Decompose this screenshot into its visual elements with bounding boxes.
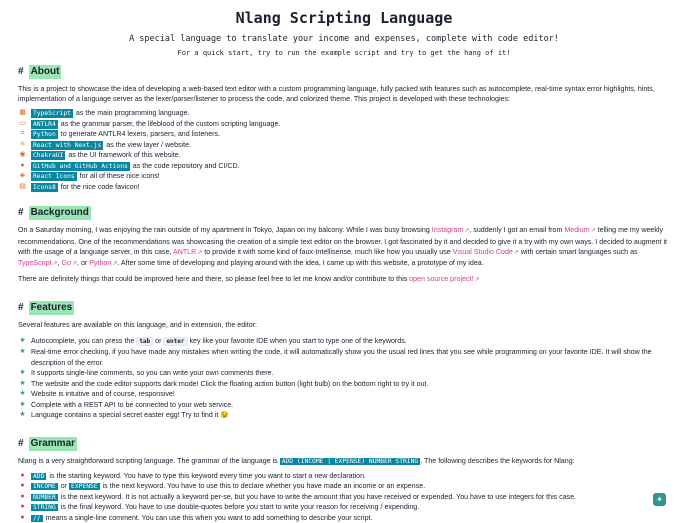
list-item [18,336,670,348]
grammar-section [18,437,670,523]
speech-bubble-icon: ● [20,482,25,490]
keyword-text [31,481,425,492]
star-icon: ★ [19,400,26,408]
tech-tag: Python [33,131,56,139]
star-icon: ★ [19,411,26,419]
list-item [18,481,670,492]
tech-description: for the nice code favicon! [60,182,140,191]
external-link-icon: ↗ [474,277,480,284]
tab-key: tab [136,337,153,346]
star-icon: ★ [19,369,26,377]
antlr-icon: ▭ [19,119,26,127]
feature-text: Complete with a REST API to be connected to your web service. [31,400,234,409]
list-item [18,502,670,513]
tech-description: for all of these nice icons! [79,172,160,181]
python-icon: ⌗ [20,130,25,138]
star-icon: ★ [19,390,26,398]
external-link-icon: ↗ [52,261,58,268]
tech-tag: React Icons [33,173,75,181]
tech-item [18,140,670,151]
speech-bubble-icon: ● [20,492,25,500]
keyword-tag-string: STRING [33,504,56,512]
tech-item [18,171,670,182]
list-item [18,513,670,523]
light-bulb-fab-button[interactable] [653,493,666,506]
keyword-text [31,492,576,503]
keyword-text [31,471,366,482]
link-medium[interactable] [564,226,595,234]
text-span: Autocomplete, you can press the [31,336,135,345]
hash-symbol: # [18,437,24,449]
features-list-last [18,410,670,421]
tech-tag: GitHub and GitHub Actions [33,162,128,170]
hash-symbol: # [18,66,24,77]
text-span: to provide it with some kind of faux-Intellisense, much like how you usually use [202,247,453,256]
speech-bubble-icon: ● [20,513,25,521]
tech-item [18,129,670,140]
github-icon: ● [20,161,25,169]
tech-list [18,108,670,192]
list-item [18,368,670,379]
link-label: ANTLR [172,247,197,256]
list-item [18,410,670,421]
external-link-icon: ↗ [590,228,596,235]
features-section [18,301,670,420]
feature-text: Website is intuitive and of course, responsive! [31,390,175,399]
icons8-icon: ▤ [19,182,26,190]
grammar-heading-label: Grammar [30,437,76,449]
link-antlr[interactable] [173,248,202,256]
tech-tag: React with Next.js [33,141,102,149]
chakra-icon: ◉ [19,151,26,159]
feature-text: It supports single-line comments, so you can write your own comments there. [31,369,274,378]
tech-item [18,150,670,161]
page-title: Nlang Scripting Language [235,9,453,27]
feature-text: Real-time error checking, if you have made any mistakes when writing the code, it will automatically show you the usual red lines that you see while programming on your favorite IDE. It will show the description of the error. [31,348,652,367]
link-vscode[interactable] [453,248,519,256]
link-label: Go [61,259,71,268]
keyword-tag-number: NUMBER [33,493,56,501]
text-span: Nlang is a very straightforward scripting language. The grammar of the language is [18,456,278,465]
background-heading [18,206,670,220]
background-paragraph-1 [18,225,670,269]
external-link-icon: ↗ [71,261,77,268]
text-span: , [57,259,62,268]
tech-tag: TypeScript [33,110,71,118]
text-span: with certain smart languages such as [518,247,638,256]
link-label: Visual Studio Code [452,247,513,256]
text-span: is the starting keyword. You have to type this keyword every time you want to start a new declaration. [49,471,366,480]
tech-item [18,108,670,119]
tech-item [18,182,670,193]
tech-item [18,119,670,130]
text-span: telling me my weekly recommendations. One of the recommendations was showcasing the creation of a simple text editor on the browser. I got fascinated by it and decided to give it a try with my own ways. I decided to augment it with the usage of a language server, in this case, [18,226,668,256]
wink-emoji-icon: 😉 [220,411,230,420]
text-span: or [155,336,162,345]
link-label: Instagram [431,226,464,235]
link-instagram[interactable] [432,226,470,234]
tech-description: as the UI framework of this website. [68,151,181,160]
link-python[interactable] [89,259,117,267]
tech-item [18,161,670,172]
external-link-icon: ↗ [464,228,470,235]
keyword-text [31,513,372,523]
keywords-list [18,471,670,523]
about-intro: This is a project to showcase the idea of developing a web-based text editor with a custom programming language, fully packed with features such as autocomplete, real-time syntax error highlights, hints, implementation of a language server as the lexer/parser/listener to process the code, and colorized theme. This project is developed with these technologies: [18,85,655,104]
list-item [18,389,670,400]
features-heading [18,301,670,315]
feature-text [31,410,229,421]
link-label: open source project! [409,275,474,284]
list-item [18,347,670,368]
react-icons-icon: ◈ [19,172,26,180]
features-list-rest [18,347,670,410]
tech-tag: ChakraUI [33,152,64,160]
about-section [18,65,670,192]
list-item [18,492,670,503]
features-list [18,336,670,348]
text-span: There are definitely things that could be improved here and there, so please feel free to let me know and/or contribute to this [18,275,410,284]
enter-key: enter [163,337,187,346]
background-paragraph-2 [18,274,670,285]
keyword-tag-comment: // [33,514,41,522]
text-span: , suddenly I got an email from [469,226,565,235]
tech-tag: ANTLR4 [33,120,56,128]
hash-symbol: # [18,302,24,314]
external-link-icon: ↗ [112,261,118,268]
tech-description: as the view layer / website. [106,140,192,149]
tech-description: as the grammar parser, the lifeblood of the custom scripting language. [60,119,281,128]
link-label: Medium [564,226,590,235]
keyword-text [31,502,419,513]
link-typescript[interactable] [18,259,58,267]
text-span: On a Saturday morning, I was enjoying the rain outside of my apartment in Tokyo, Japan on my balcony. While I was busy browsing [18,226,432,235]
text-span: . The following describes the keywords for Nlang: [420,456,575,465]
features-heading-label: Features [30,302,73,314]
text-span: is the final keyword. You have to use double-quotes before you start to write your reason for receiving / expending. [60,503,420,512]
text-span: , or [77,259,90,268]
text-span: . After some time of developing and playing around with the idea, I came up with this website, a prototype of my idea. [117,259,484,268]
keyword-tag-income: INCOME [33,483,56,491]
tech-description: as the main programming language. [75,109,190,118]
react-icon: ⚛ [19,140,26,148]
keyword-tag-add: ADD [33,472,45,480]
keyword-tag-expense: EXPENSE [71,483,98,491]
text-span: is the next keyword. It is not actually a keyword per-se, but you have to write the amount that you have received or expended. You have to use integers for this case. [60,492,577,501]
link-go[interactable] [62,259,78,267]
about-heading-label: About [30,66,60,77]
speech-bubble-icon: ● [20,471,25,479]
typescript-icon: ▦ [19,109,26,117]
list-item [18,379,670,390]
grammar-rule-tag: ADD (INCOME | EXPENSE) NUMBER STRING [281,457,419,465]
link-label: Python [89,259,112,268]
page-subtitle: A special language to translate your income and expenses, complete with code editor! [129,34,559,44]
features-intro: Several features are available on this language, and in extension, the editor: [18,321,257,330]
tech-description: to generate ANTLR4 lexers, parsers, and listeners. [60,130,221,139]
tech-description: as the code repository and CI/CD. [132,161,240,170]
list-item [18,471,670,482]
text-span: is the next keyword. You have to use this to declare whether you have made an income or an expense. [102,482,426,491]
text-span: key like your favorite IDE when you start to type one of the keywords. [189,336,407,345]
external-link-icon: ↗ [513,249,519,256]
speech-bubble-icon: ● [20,503,25,511]
about-heading [18,65,670,79]
background-section [18,206,670,285]
external-link-icon: ↗ [197,249,203,256]
list-item [18,400,670,411]
tech-tag: Icons8 [33,183,56,191]
feature-text [31,336,407,348]
text-span: Language contains a special secret easter egg! Try to find it [31,411,219,420]
light-bulb-icon: ✦ [656,495,663,504]
star-icon: ★ [19,337,26,345]
grammar-intro [18,456,670,466]
background-heading-label: Background [30,207,89,219]
link-open-source[interactable] [409,275,479,283]
star-icon: ★ [19,348,26,356]
quick-start-hint: For a quick start, try to run the example script and try to get the hang of it! [177,49,511,57]
text-span: or [60,482,68,491]
link-label: TypeScript [18,259,52,268]
feature-text: The website and the code editor supports dark mode! Click the floating action button (light bulb) on the bottom right to try it out. [31,379,429,388]
grammar-heading [18,437,670,451]
hash-symbol: # [18,207,24,219]
star-icon: ★ [19,379,26,387]
text-span: means a single-line comment. You can use this when you want to add something to describe your script. [45,513,373,522]
